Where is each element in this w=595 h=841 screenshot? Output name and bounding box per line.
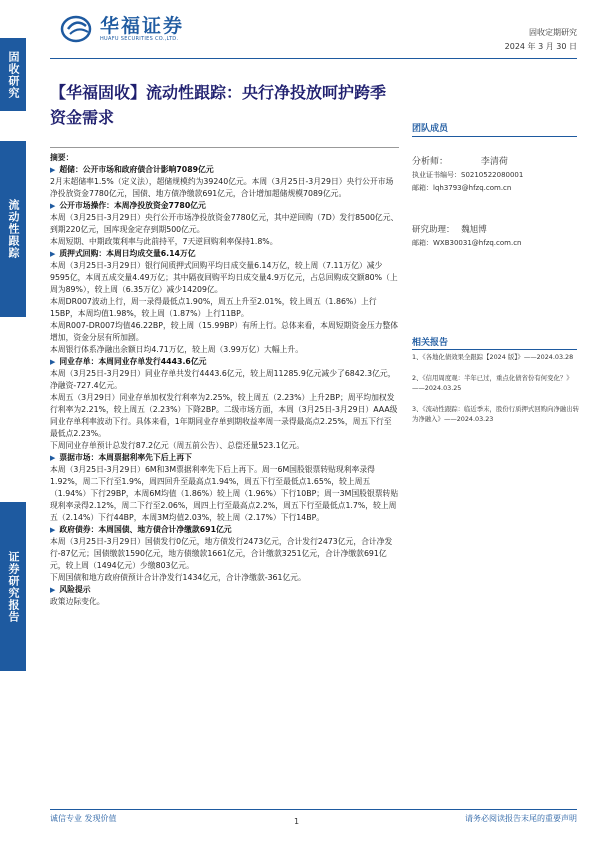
paragraph: 本周（3月25日-3月29日）同业存单共发行4443.6亿元，较上周11285.9亿元减少了6842.3亿元，净融资-727.4亿元。: [50, 369, 396, 390]
sidebar-tab-report: [0, 502, 26, 671]
footer-disclaimer: 请务必阅读报告末尾的重要声明: [465, 814, 577, 823]
summary-body: [50, 152, 399, 608]
triangle-bullet-icon: ▶: [50, 250, 56, 258]
paragraph: 政策边际变化。: [50, 597, 105, 606]
logo-mark-icon: [60, 14, 96, 44]
paragraph: 本周（3月25日-3月29日）国债发行0亿元，地方债发行2473亿元，合计发行2473亿元，合计净发行-87亿元；国债缴款1590亿元，地方债缴款1661亿元，合计缴款3251亿元，合计净缴款691亿元，较上周（1494亿元）少缴803亿元。: [50, 537, 393, 570]
section-heading: ▶ 质押式回购：本周日均成交量6.14万亿: [50, 249, 196, 258]
section-heading: ▶ 同业存单：本周同业存单发行4443.6亿元: [50, 357, 207, 366]
sidebar-tab-liquidity: [0, 141, 26, 317]
section-heading: ▶ 票据市场：本周票据利率先下后上再下: [50, 453, 192, 462]
triangle-bullet-icon: ▶: [50, 586, 56, 594]
sidebar-label: 固收研究: [7, 50, 20, 99]
triangle-bullet-icon: ▶: [50, 358, 56, 366]
brand-name-cn: 华福证券: [100, 15, 185, 37]
summary-label: 摘要：: [50, 153, 74, 162]
brand-logo: [60, 14, 184, 44]
section-heading: ▶ 风险提示: [50, 585, 91, 594]
paragraph: 下周国债和地方政府债预计合计净发行1434亿元，合计净缴款-361亿元。: [50, 573, 306, 582]
section-heading: ▶ 超储：公开市场和政府债合计影响7089亿元: [50, 165, 214, 174]
analyst-cert: 执业证书编号：S0210522080001: [412, 171, 524, 179]
related-divider: [412, 349, 577, 350]
summary-divider: [50, 147, 399, 148]
related-item[interactable]: 2、《信用周度观：半年已过，重点化债省份有何变化？》——2024.03.25: [412, 373, 573, 392]
team-divider: [412, 136, 577, 137]
related-item[interactable]: 3、《流动性跟踪：临近季末，股份行质押式回购向净融出转为净融入》——2024.03.23: [412, 404, 580, 423]
paragraph: 本周五（3月29日）同业存单加权发行利率为2.25%，较上周五（2.23%）上升2BP；周平均加权发行利率为2.21%，较上周五（2.23%）下降2BP。二级市场方面，本周（3月25日-3月29日）AAA级同业存单利率波动下行。具体来看，1年期同业存单到期收益率周一录得最高点2.25%，周五下行至最低点2.23%。: [50, 393, 398, 438]
paragraph: 本周R007-DR007均值46.22BP，较上周（15.99BP）有所上行。总体来看，本周短期资金压力整体增加，资金分层有所加剧。: [50, 321, 399, 342]
paragraph: 本周（3月25日-3月29日）银行间质押式回购平均日成交量6.14万亿，较上周（7.11万亿）减少9595亿，本周五成交量4.49万亿；其中隔夜回购平均日成交量4.9万亿元，占总回购成交额80%（上周为89%），较上周（6.35万亿）减少14209亿。: [50, 261, 398, 294]
section-heading: ▶ 公开市场操作：本周净投放资金7780亿元: [50, 201, 206, 210]
assistant-name: 魏旭博: [461, 225, 487, 235]
analyst-name: 李清荷: [480, 157, 508, 167]
page-number: 1: [294, 817, 300, 826]
paragraph: 本周DR007波动上行，周一录得最低点1.90%，周五上升至2.01%，较上周五（1.86%）上行15BP，本周均值1.98%，较上周（1.87%）上行11BP。: [50, 297, 377, 318]
footer-slogan: 诚信专业 发现价值: [50, 814, 117, 823]
paragraph: 本周（3月25日-3月29日）央行公开市场净投放资金7780亿元，其中逆回购（7D）发行8500亿元、到期220亿元，国库现金定存到期500亿元。: [50, 213, 399, 234]
paragraph: 2月末超储率1.5%（定义法），超储规模约为39240亿元。本周（3月25日-3月29日）央行公开市场净投放资金7780亿元，国债、地方债净缴款691亿元，合计增加超储规模7089亿元。: [50, 177, 394, 198]
paragraph: 本周（3月25日-3月29日）6M和3M票据利率先下后上再下。周一6M国股银票转贴现利率录得1.92%，周二下行至1.9%，周四回升至最高点1.94%，周五下行至最低点1.65%，较上周五（1.94%）下行29BP，本周6M均值（1.86%）较上周（1.96%）下行10BP；周一3M国股银票转贴现利率录得2.12%，周二下行至2.06%，周四上行至最高点2.2%，周五下行至最低点1.7%，较上周五（2.14%）下行44BP，本周3M均值2.03%，较上周（2.17%）下行14BP。: [50, 465, 399, 522]
related-heading: 相关报告: [412, 338, 449, 348]
sidebar-label: 证券研究报告: [7, 550, 20, 623]
header-divider: [50, 58, 577, 59]
analyst-email: 邮箱：lqh3793@hfzq.com.cn: [412, 184, 512, 192]
header-meta: [505, 26, 577, 54]
page-title: 【华福固收】流动性跟踪：央行净投放呵护跨季资金需求: [50, 83, 387, 127]
paragraph: 本周短期、中期政策利率与此前持平，7天逆回购利率保持1.8%。: [50, 237, 278, 246]
triangle-bullet-icon: ▶: [50, 202, 56, 210]
sidebar-tab-fixed-income: [0, 38, 26, 111]
related-list: [412, 352, 580, 435]
sidebar-label: 流动性跟踪: [7, 199, 20, 259]
assistant-label: 研究助理：: [412, 225, 455, 235]
paragraph: 下周同业存单预计总发行87.2亿元（周五前公告）、总偿还量523.1亿元。: [50, 441, 305, 450]
triangle-bullet-icon: ▶: [50, 526, 56, 534]
assistant-email: 邮箱：WXB30031@hfzq.com.cn: [412, 239, 522, 247]
paragraph: 本周银行体系净融出余额日均4.71万亿，较上周（3.99万亿）大幅上升。: [50, 345, 304, 354]
footer-divider: [50, 809, 577, 810]
triangle-bullet-icon: ▶: [50, 166, 56, 174]
section-heading: ▶ 政府债券：本周国债、地方债合计净缴款691亿元: [50, 525, 232, 534]
analyst-label: 分析师：: [412, 157, 449, 167]
team-heading: 团队成员: [412, 124, 449, 134]
related-item[interactable]: 1、《各地化债效果全跟踪【2024 版】》——2024.03.28: [412, 353, 574, 361]
brand-name-en: HUAFU SECURITIES CO.,LTD.: [100, 36, 179, 42]
report-type: 固收定期研究: [529, 28, 577, 37]
triangle-bullet-icon: ▶: [50, 454, 56, 462]
assistant-row: [412, 223, 487, 235]
analyst-row: [412, 154, 508, 167]
report-date: 2024 年 3 月 30 日: [504, 42, 577, 51]
